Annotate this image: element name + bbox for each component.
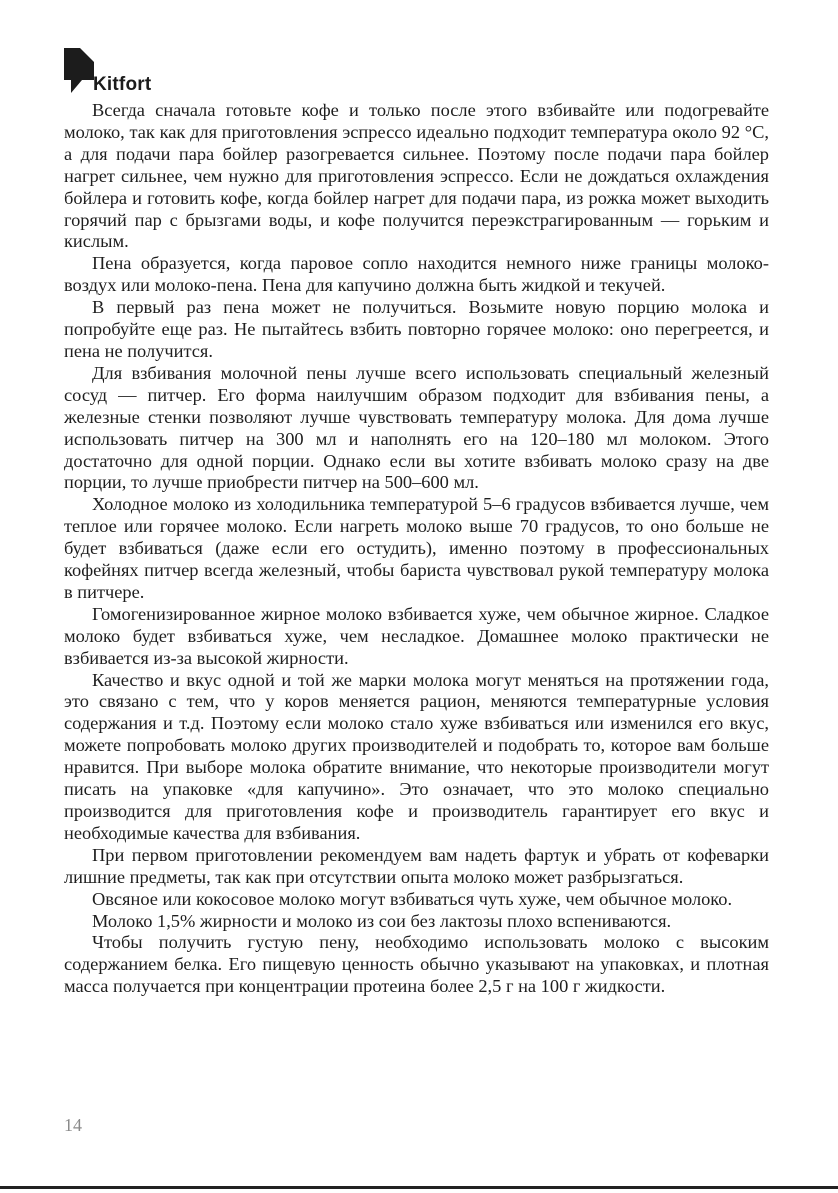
paragraph: При первом приготовлении рекомендуем вам надеть фартук и убрать от кофеварки лишние предметы, так как при отсутствии опыта молоко может разбрызгаться. [64, 844, 769, 887]
bottom-divider [0, 1186, 838, 1189]
paragraph: Чтобы получить густую пену, необходимо использовать молоко с высоким содержанием белка. Его пищевую ценность обычно указывают на упаковках, и плотная масса получается при концентрации протеина более 2,5 г на 100 г жидкости. [64, 932, 769, 997]
paragraph: Холодное молоко из холодильника температурой 5–6 градусов взбивается лучше, чем теплое или горячее молоко. Если нагреть молоко выше 70 градусов, то оно больше не будет взбиваться (даже если его остудить), именно поэтому в профессиональных кофейнях питчер всегда железный, чтобы бариста чувствовал рукой температуру молока в питчере. [64, 494, 769, 602]
paragraph: Для взбивания молочной пены лучше всего использовать специальный железный сосуд — питчер. Его форма наилучшим образом подходит для взбивания пены, а железные стенки позволяют лучше чувствовать температуру молока. Для дома лучше использовать питчер на 300 мл и наполнять его на 120–180 мл молоком. Этого достаточно для одной порции. Однако если вы хотите взбивать молоко сразу на две порции, то лучше приобрести питчер на 500–600 мл. [64, 362, 769, 493]
paragraph: В первый раз пена может не получиться. Возьмите новую порцию молока и попробуйте еще раз. Не пытайтесь взбить повторно горячее молоко: оно перегреется, и пена не получится. [64, 297, 769, 361]
kitfort-logo-icon [64, 48, 94, 94]
paragraph: Молоко 1,5% жирности и молоко из сои без лактозы плохо вспениваются. [92, 910, 672, 931]
paragraph: Гомогенизированное жирное молоко взбивается хуже, чем обычное жирное. Сладкое молоко будет взбиваться хуже, чем несладкое. Домашнее молоко практически не взбивается из-за высокой жирности. [64, 603, 769, 668]
brand-logo [64, 48, 184, 96]
paragraph: Овсяное или кокосовое молоко могут взбиваться чуть хуже, чем обычное молоко. [92, 888, 733, 909]
page-number: 14 [64, 1115, 82, 1135]
paragraph: Качество и вкус одной и той же марки молока могут меняться на протяжении года, это связано с тем, что у коров меняется рацион, меняются температурные условия содержания и т.д. Поэтому если молоко стало хуже взбиваться или изменился его вкус, можете попробовать молоко других производителей и подобрать то, которое вам больше нравится. При выборе молока обратите внимание, что некоторые производители могут писать на упаковке «для капучино». Это означает, что это молоко специально производится для приготовления кофе и производитель гарантирует его вкус и необходимые качества для взбивания. [64, 669, 769, 843]
paragraph: Пена образуется, когда паровое сопло находится немного ниже границы молоко-воздух или молоко-пена. Пена для капучино должна быть жидкой и текучей. [64, 253, 769, 296]
body-text [64, 100, 769, 998]
paragraph: Всегда сначала готовьте кофе и только после этого взбивайте или подогревайте молоко, так как для приготовления эспрессо идеально подходит температура около 92 °С, а для подачи пара бойлер разогревается сильнее. Поэтому после подачи пара бойлер нагрет сильнее, чем нужно для приготовления эспрессо. Если не дождаться охлаждения бойлера и готовить кофе, когда бойлер нагрет для подачи пара, из рожка может выходить горячий пар с брызгами воды, и кофе получится переэкстрагированным — горьким и кислым. [64, 100, 769, 252]
brand-name: Kitfort [93, 74, 152, 95]
